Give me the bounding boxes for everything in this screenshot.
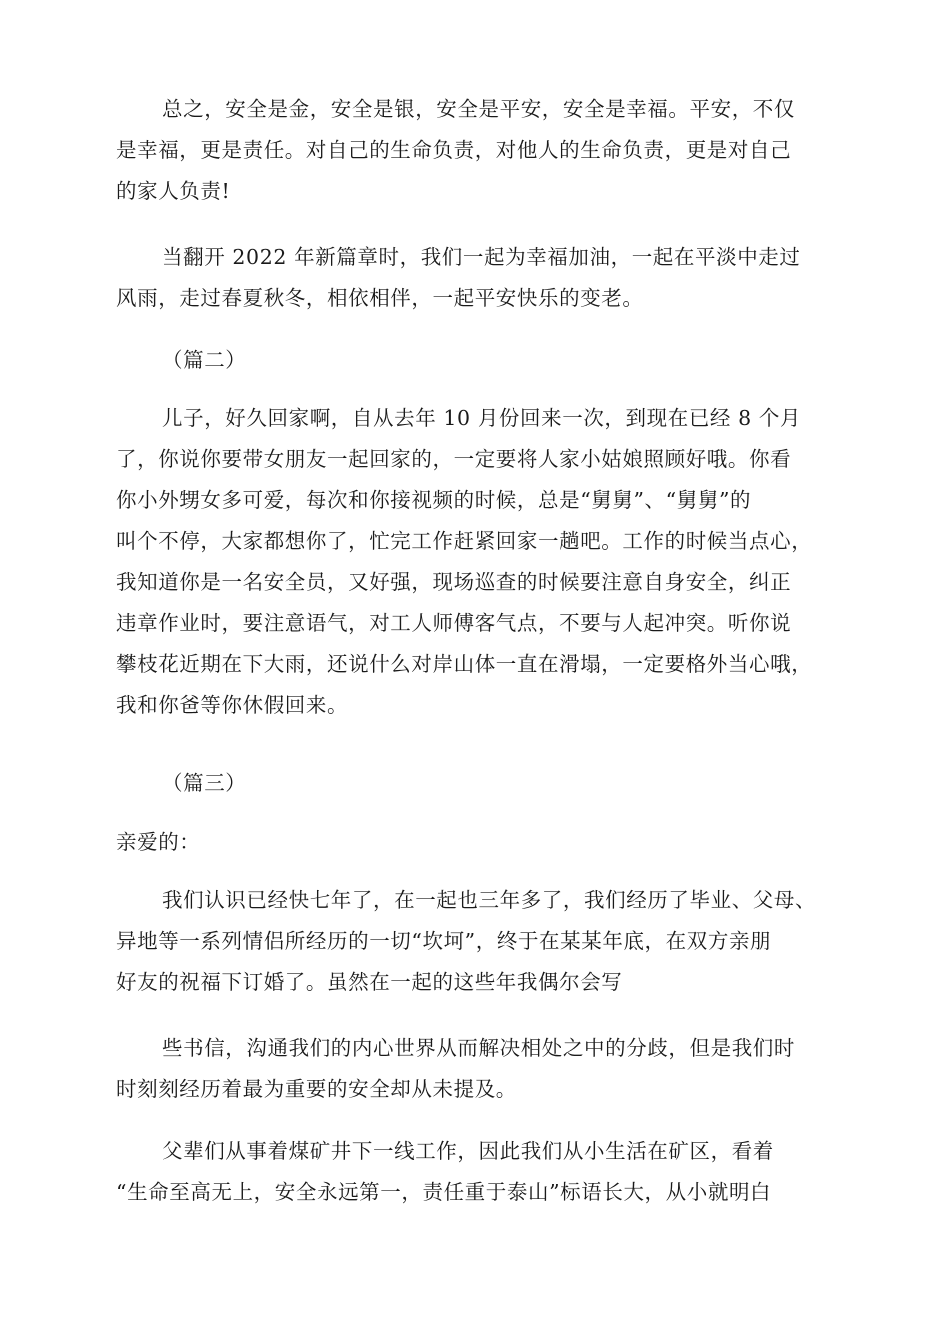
text-line: 当翻开 2022 年新篇章时，我们一起为幸福加油，一起在平淡中走过 (162, 245, 801, 269)
paragraph-safety-summary (116, 89, 836, 212)
text-line: 违章作业时，要注意语气，对工人师傅客气点，不要与人起冲突。听你说 (116, 611, 792, 635)
text-line: 些书信，沟通我们的内心世界从而解决相处之中的分歧，但是我们时 (162, 1036, 795, 1060)
text-line: 我和你爸等你休假回来。 (116, 693, 349, 717)
text-line: 风雨，走过春夏秋冬，相依相伴，一起平安快乐的变老。 (116, 286, 644, 310)
text-line: 异地等一系列情侣所经历的一切“坎坷”，终于在某某年底，在双方亲朋 (116, 929, 772, 953)
salutation: 亲爱的： (116, 830, 201, 854)
text-line: 好友的祝福下订婚了。虽然在一起的这些年我偶尔会写 (116, 970, 623, 994)
paragraph-new-chapter (116, 237, 836, 319)
text-line: 了，你说你要带女朋友一起回家的，一定要将人家小姑娘照顾好哦。你看 (116, 447, 792, 471)
paragraph-engagement (116, 880, 836, 1003)
paragraph-letter-to-son (116, 398, 836, 726)
text-line: 我们认识已经快七年了，在一起也三年多了，我们经历了毕业、父母、 (162, 888, 817, 912)
text-line: 是幸福，更是责任。对自己的生命负责，对他人的生命负责，更是对自己 (116, 138, 792, 162)
text-line: 父辈们从事着煤矿井下一线工作，因此我们从小生活在矿区，看着 (162, 1139, 774, 1163)
text-line: 儿子，好久回家啊，自从去年 10 月份回来一次，到现在已经 8 个月 (162, 406, 802, 430)
text-line: 时刻刻经历着最为重要的安全却从未提及。 (116, 1077, 517, 1101)
paragraph-letters (116, 1028, 836, 1110)
text-line: 的家人负责! (116, 179, 231, 203)
text-line: 叫个不停，大家都想你了，忙完工作赶紧回家一趟吧。工作的时候当点心， (116, 529, 813, 553)
text-line: “生命至高无上，安全永远第一，责任重于泰山”标语长大，从小就明白 (116, 1180, 772, 1204)
text-line: 攀枝花近期在下大雨，还说什么对岸山体一直在滑塌，一定要格外当心哦， (116, 652, 813, 676)
section-heading-part-three: （篇三） (162, 771, 247, 795)
section-heading-part-two: （篇二） (162, 348, 247, 372)
text-line: 我知道你是一名安全员，又好强，现场巡查的时候要注意自身安全，纠正 (116, 570, 792, 594)
text-line: 你小外甥女多可爱，每次和你接视频的时候，总是“舅舅”、“舅舅”的 (116, 488, 752, 512)
paragraph-mining-childhood (116, 1131, 836, 1213)
text-line: 总之，安全是金，安全是银，安全是平安，安全是幸福。平安，不仅 (162, 97, 795, 121)
